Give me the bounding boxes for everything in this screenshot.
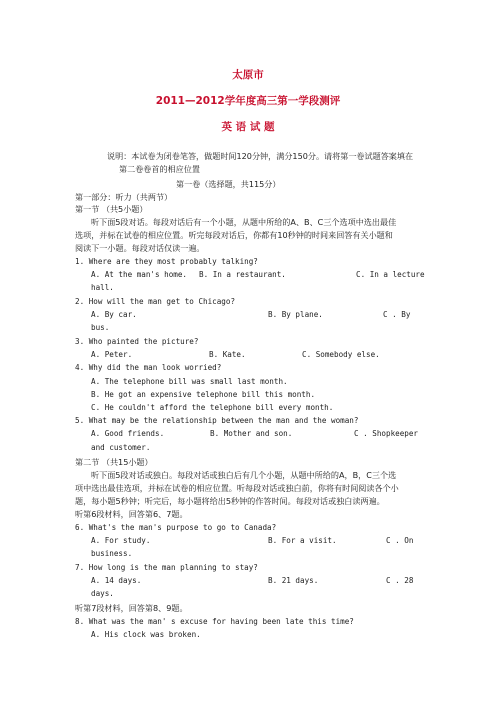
- question-8-option-a: A. His clock was broken.: [91, 630, 201, 639]
- section-heading-2: 第二节 （共15小题）: [75, 457, 153, 467]
- question-5-option-b: B. Mother and son.: [210, 429, 293, 438]
- notes-line-2: 第二卷卷首的相应位置: [119, 164, 200, 174]
- question-7-option-c: C . 28: [386, 576, 414, 585]
- section2-instruction-2: 项中选出最佳选项，并标在试卷的相应位置。听每段对话或独白前，你将有时间阅读各个小: [75, 483, 399, 493]
- question-6-option-a: A. For study.: [91, 536, 151, 545]
- question-2-option-c: C . By: [383, 310, 411, 319]
- question-4-stem: 4. Why did the man look worried?: [75, 363, 222, 372]
- question-2-continuation: bus.: [91, 323, 110, 332]
- subject-title: 英 语 试 题: [221, 121, 275, 133]
- question-3-option-c: C. Somebody else.: [302, 350, 380, 359]
- question-2-option-a: A. By car.: [91, 310, 137, 319]
- question-3-option-b: B. Kate.: [209, 350, 246, 359]
- question-2-option-b: B. By plane.: [268, 310, 323, 319]
- question-7-continuation: days.: [91, 589, 114, 598]
- section1-instruction-1: 听下面5段对话。每段对话后有一个小题，从题中所给的A、B、C三个选项中选出最佳: [91, 217, 397, 227]
- question-3-stem: 3. Who painted the picture?: [75, 337, 199, 346]
- question-6-option-b: B. For a visit.: [268, 536, 337, 545]
- section2-instruction-1: 听下面5段对话或独白。每段对话或独白后有几个小题，从题中所给的A，B，C三个选: [91, 470, 397, 480]
- question-8-stem: 8. What was the man' s excuse for having been late this time?: [75, 617, 354, 626]
- question-2-stem: 2. How will the man get to Chicago?: [75, 297, 236, 306]
- section1-instruction-2: 选项，并标在试卷的相应位置。听完每段对话后，你都有10秒钟的时间来回答有关小题和: [75, 230, 393, 240]
- question-7-option-b: B. 21 days.: [268, 576, 319, 585]
- question-5-continuation: and customer.: [91, 443, 151, 452]
- section1-instruction-3: 阅读下一小题。每段对话仅读一遍。: [75, 243, 205, 253]
- question-3-option-a: A. Peter.: [91, 350, 133, 359]
- question-4-option-c: C. He couldn't afford the telephone bill every month.: [91, 403, 334, 412]
- question-1-option-b: B. In a restaurant.: [199, 270, 286, 279]
- question-1-continuation: hall.: [91, 283, 114, 292]
- city-title: 太原市: [232, 69, 264, 81]
- section2-instruction-3: 题，每小题5秒钟；听完后，每小题将给出5秒钟的作答时间。每段对话或独白读两遍。: [75, 496, 385, 506]
- question-7-option-a: A. 14 days.: [91, 576, 142, 585]
- exam-title: 2011—2012学年度高三第一学段测评: [155, 95, 341, 107]
- question-4-option-a: A. The telephone bill was small last month.: [91, 377, 288, 386]
- question-6-option-c: C . On: [386, 536, 414, 545]
- listening-material-7-note: 听第7段材料，回答第8、9题。: [75, 603, 188, 613]
- question-1-option-c: C. In a lecture: [356, 270, 425, 279]
- section2-instruction-4: 听第6段材料，回答第6、7题。: [75, 509, 188, 519]
- question-6-stem: 6. What's the man's purpose to go to Canada?: [75, 523, 277, 532]
- question-1-option-a: A. At the man's home.: [91, 270, 188, 279]
- question-4-option-b: B. He got an expensive telephone bill this month.: [91, 390, 316, 399]
- question-7-stem: 7. How long is the man planning to stay?: [75, 563, 258, 572]
- section-heading-1: 第一节 （共5小题）: [75, 204, 148, 214]
- question-6-continuation: business.: [91, 549, 133, 558]
- question-5-option-c: C . Shopkeeper: [354, 429, 419, 438]
- question-5-stem: 5. What may be the relationship between the man and the woman?: [75, 416, 359, 425]
- notes-line-1: 说明：本试卷为闭卷笔答，做题时间120分钟，满分150分。请将第一卷试题答案填在: [107, 151, 414, 161]
- question-5-option-a: A. Good friends.: [91, 429, 165, 438]
- question-1-stem: 1. Where are they most probably talking?: [75, 257, 258, 266]
- part-heading: 第一部分：听力（共两节）: [75, 192, 173, 202]
- volume-heading: 第一卷（选择题，共115分）: [176, 179, 281, 189]
